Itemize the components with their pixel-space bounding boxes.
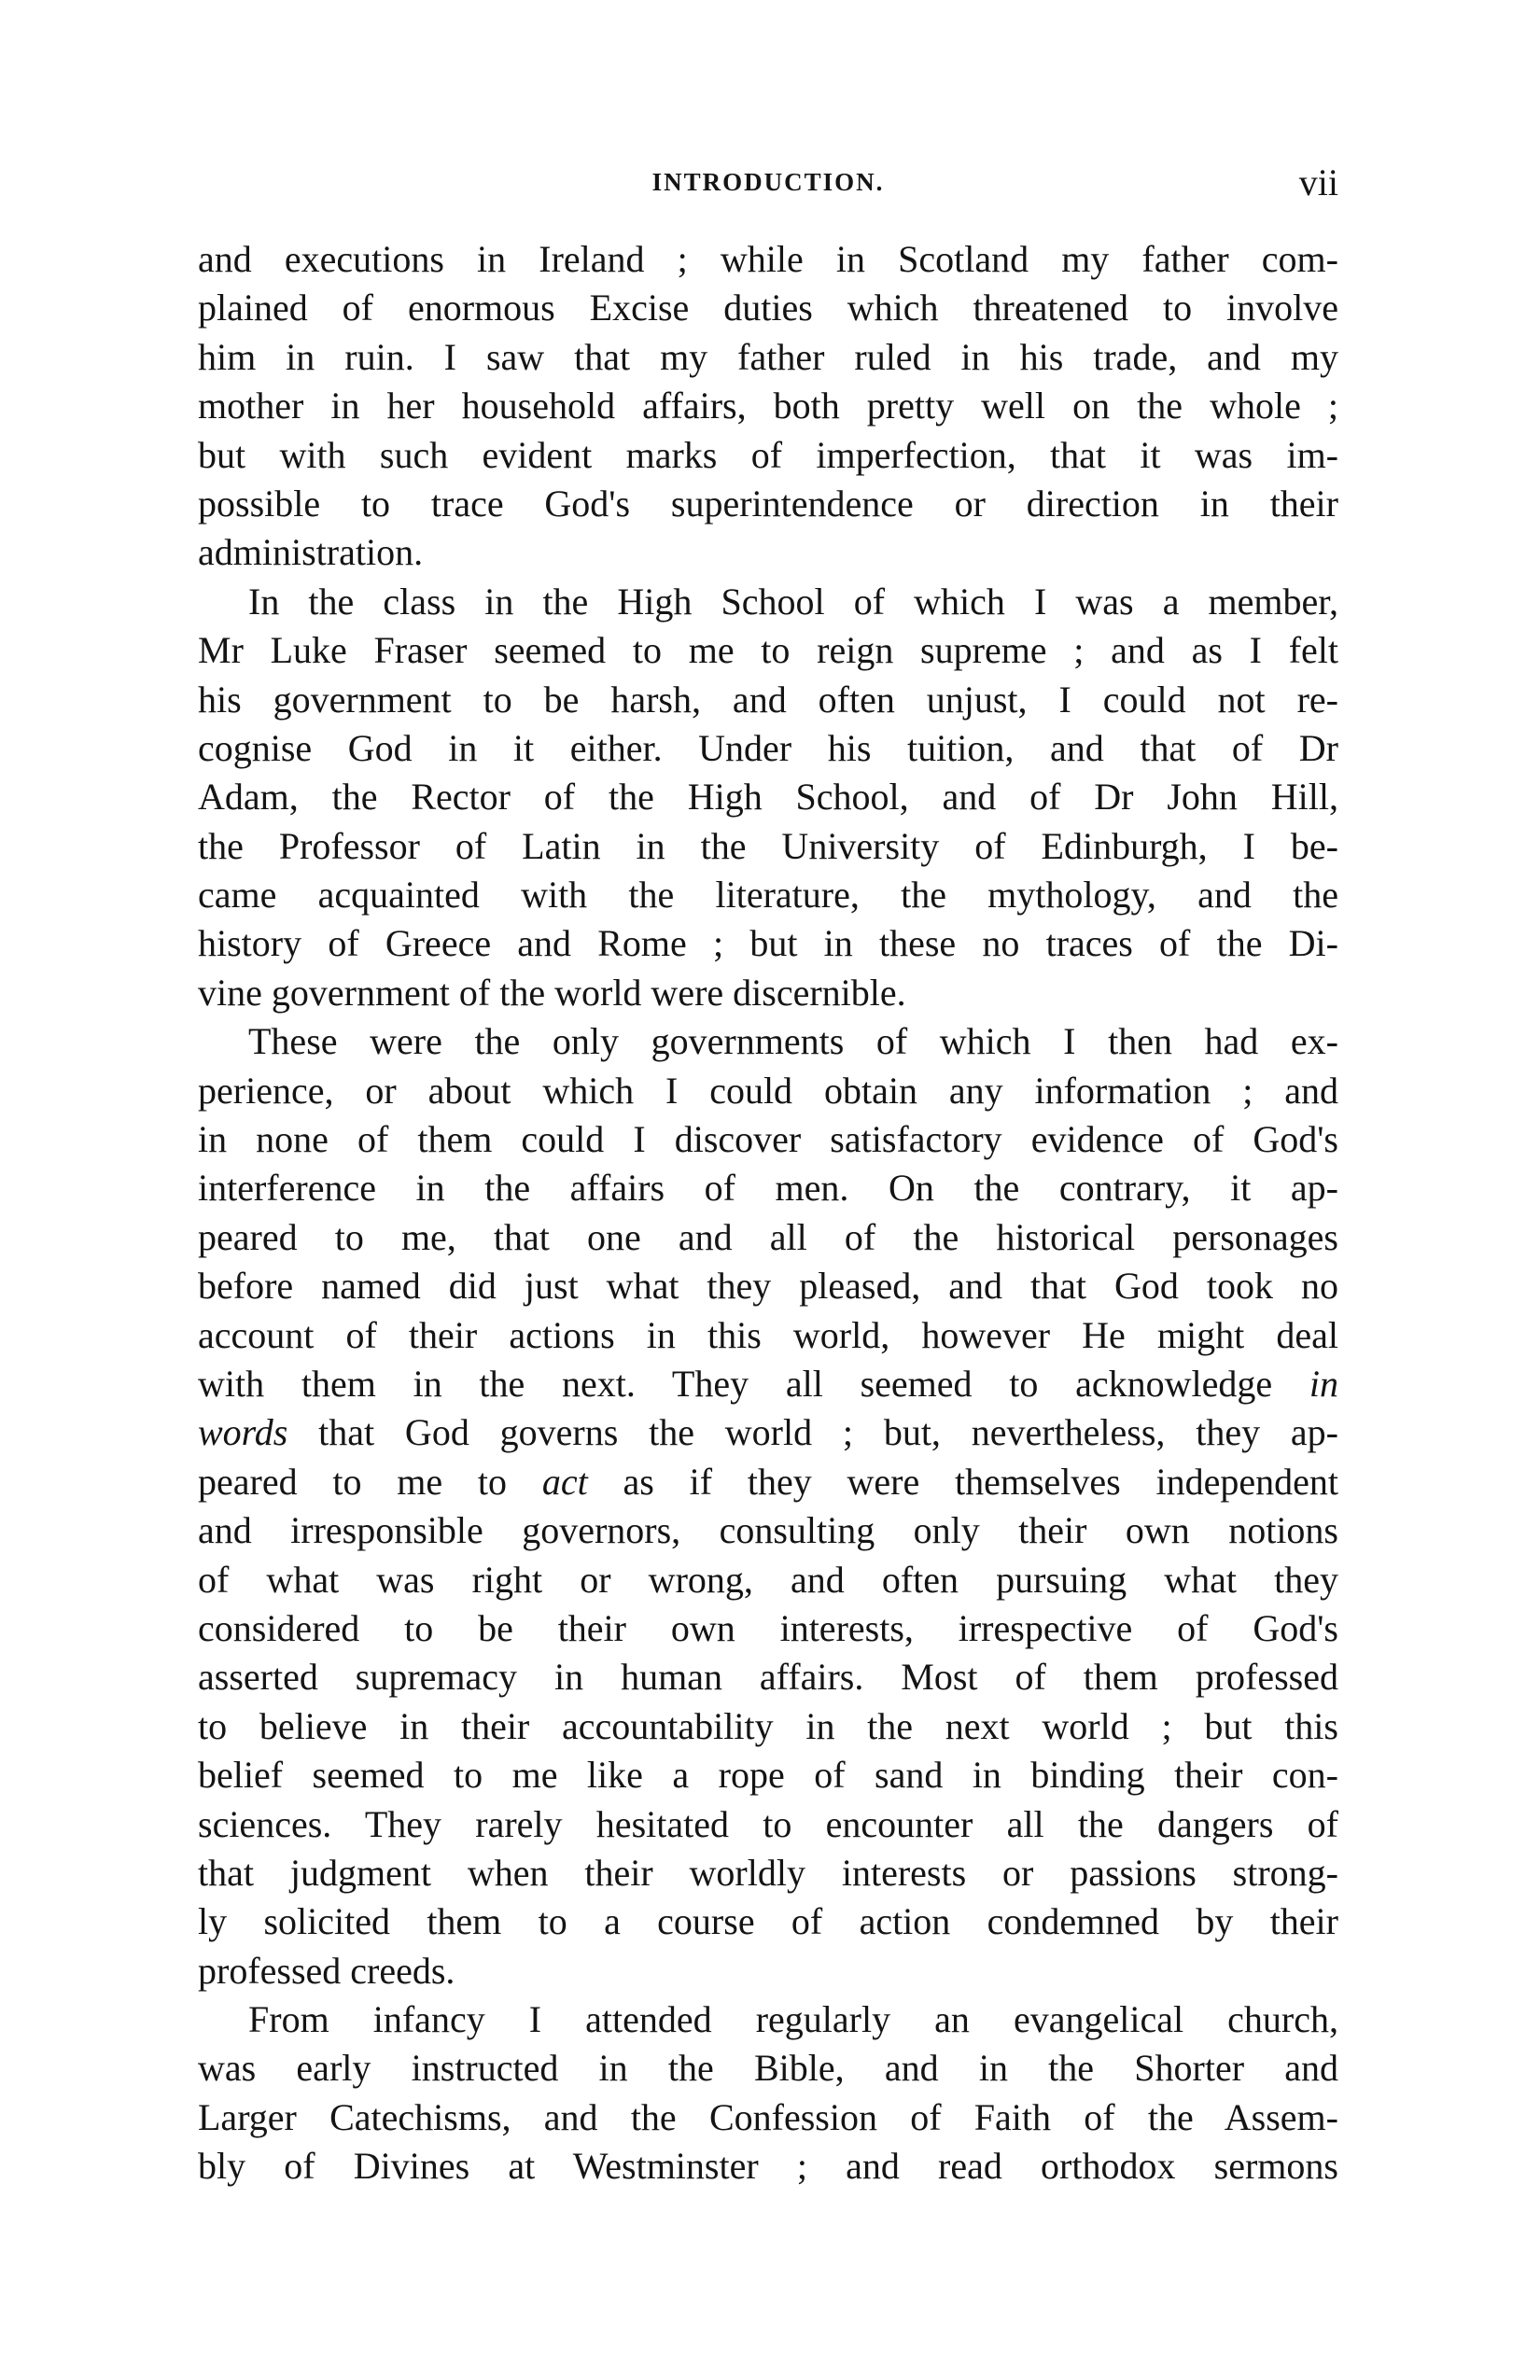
emphasis-act: act [541, 1460, 588, 1503]
text-line-with-emphasis [198, 1360, 1338, 1408]
text-line: bly of Divines at Westminster ; and read orthodox sermons [198, 2145, 1338, 2188]
text-line: his government to be harsh, and often unjust, I could not re- [198, 678, 1338, 721]
body-text [198, 235, 1338, 2191]
text-segment: peared to me to [198, 1460, 508, 1503]
running-title: INTRODUCTION. [651, 168, 885, 196]
text-line: that judgment when their worldly interests or passions strong- [198, 1851, 1338, 1894]
emphasis-words: words [198, 1411, 288, 1454]
text-segment: with them in the next. They all seemed to acknowledge [198, 1362, 1273, 1405]
page-number: vii [1298, 161, 1338, 203]
text-line: These were the only governments of which I then had ex- [248, 1020, 1338, 1063]
text-line: cognise God in it either. Under his tuition, and that of Dr [198, 726, 1338, 769]
text-line: account of their actions in this world, however He might deal [198, 1313, 1338, 1356]
text-line: but with such evident marks of imperfection, that it was im- [198, 433, 1338, 476]
emphasis-in: in [1309, 1362, 1338, 1405]
text-line: professed creeds. [198, 1949, 455, 1992]
text-line: peared to me, that one and all of the historical personages [198, 1215, 1338, 1258]
text-line: considered to be their own interests, irrespective of God's [198, 1606, 1338, 1649]
text-segment: as if they were themselves independent [623, 1460, 1339, 1503]
text-line: of what was right or wrong, and often pursuing what they [198, 1558, 1338, 1601]
text-line: perience, or about which I could obtain any information ; and [198, 1069, 1338, 1112]
text-line: to believe in their accountability in the next world ; but this [198, 1704, 1338, 1747]
running-head [198, 161, 1338, 207]
text-line: and irresponsible governors, consulting only their own notions [198, 1509, 1338, 1552]
text-line: and executions in Ireland ; while in Scotland my father com- [198, 238, 1338, 280]
text-line: vine government of the world were discernible. [198, 971, 906, 1014]
text-line: history of Greece and Rome ; but in these no traces of the Di- [198, 922, 1338, 965]
text-segment: that God governs the world ; but, nevertheless, they ap- [318, 1411, 1338, 1454]
text-line: was early instructed in the Bible, and in the Shorter and [198, 2047, 1338, 2090]
text-line: interference in the affairs of men. On the contrary, it ap- [198, 1167, 1338, 1210]
text-line: sciences. They rarely hesitated to encounter all the dangers of [198, 1802, 1338, 1845]
text-line: possible to trace God's superintendence or direction in their [198, 482, 1338, 525]
text-line: in none of them could I discover satisfactory evidence of God's [198, 1118, 1338, 1161]
text-line: From infancy I attended regularly an evangelical church, [248, 1998, 1338, 2041]
text-line: the Professor of Latin in the University of Edinburgh, I be- [198, 824, 1338, 867]
text-line: belief seemed to me like a rope of sand in binding their con- [198, 1754, 1338, 1797]
text-line: came acquainted with the literature, the mythology, and the [198, 874, 1338, 917]
text-line: him in ruin. I saw that my father ruled in his trade, and my [198, 335, 1338, 378]
text-line: Adam, the Rector of the High School, and of Dr John Hill, [198, 776, 1338, 819]
text-line: ly solicited them to a course of action condemned by their [198, 1900, 1338, 1943]
text-line: Mr Luke Fraser seemed to me to reign supreme ; and as I felt [198, 629, 1338, 672]
text-line: mother in her household affairs, both pretty well on the whole ; [198, 385, 1338, 427]
text-line-with-emphasis [198, 1408, 1338, 1457]
text-line-with-emphasis [198, 1458, 1338, 1506]
text-line: asserted supremacy in human affairs. Most of them professed [198, 1656, 1338, 1699]
text-line: In the class in the High School of which I was a member, [248, 580, 1338, 623]
text-line: Larger Catechisms, and the Confession of Faith of the Assem- [198, 2095, 1338, 2138]
text-line: administration. [198, 531, 424, 574]
text-line: plained of enormous Excise duties which threatened to involve [198, 287, 1338, 329]
text-line: before named did just what they pleased, and that God took no [198, 1265, 1338, 1308]
